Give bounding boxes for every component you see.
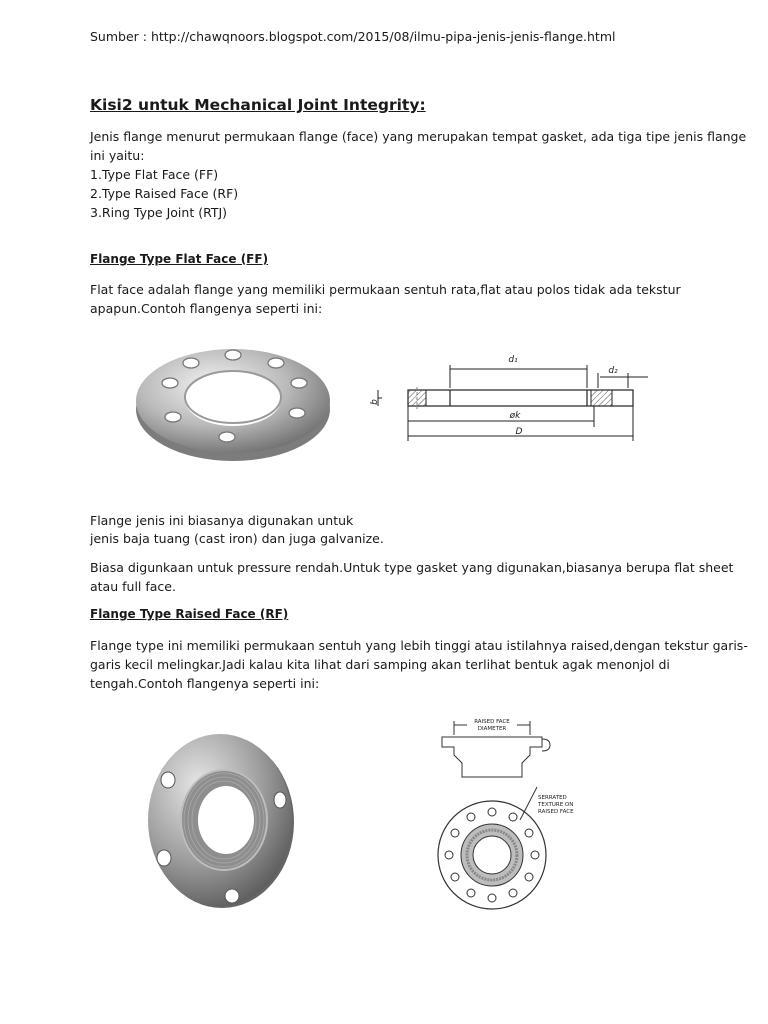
rf-label-raised-face-2: RAISED FACE (538, 809, 574, 815)
rf-desc-line-1: Flange type ini memiliki permukaan sentuh yang lebih tinggi atau istilahnya raised,dengan tekstur garis- (90, 638, 748, 653)
intro-block (90, 127, 746, 222)
ff-note-line-1: Flange jenis ini biasanya digunakan untuk (90, 513, 354, 528)
dim-label-D: D (515, 427, 523, 437)
ff-desc-line-2: apapun.Contoh flangenya seperti ini: (90, 301, 323, 316)
raised-face-flange-photo (140, 728, 300, 913)
ff-note-line-4: atau full face. (90, 579, 176, 594)
list-item-rtj: 3.Ring Type Joint (RTJ) (90, 205, 228, 220)
intro-line-1: Jenis flange menurut permukaan flange (face) yang merupakan tempat gasket, ada tiga tipe jenis flange (90, 129, 747, 144)
source-line: Sumber : http://chawqnoors.blogspot.com/2015/08/ilmu-pipa-jenis-jenis-flange.html (90, 29, 616, 44)
list-item-rf: 2.Type Raised Face (RF) (90, 186, 239, 201)
intro-line-2: ini yaitu: (90, 148, 145, 163)
rf-label-diameter: DIAMETER (477, 726, 507, 732)
list-item-ff: 1.Type Flat Face (FF) (90, 167, 219, 182)
rf-label-serrated: SERRATED (538, 795, 567, 801)
rf-label-texture: TEXTURE ON (538, 802, 574, 808)
raised-face-flange-drawing (432, 715, 577, 915)
section-title-ff: Flange Type Flat Face (FF) (90, 252, 269, 266)
flat-face-flange-photo (133, 333, 333, 463)
ff-desc-line-1: Flat face adalah flange yang memiliki permukaan sentuh rata,flat atau polos tidak ada tekstur (90, 282, 681, 297)
flat-face-flange-drawing (365, 345, 650, 445)
rf-desc-line-2: garis kecil melingkar.Jadi kalau kita lihat dari samping akan terlihat bentuk agak menonjol di (90, 657, 670, 672)
dim-label-d1: d₁ (508, 355, 518, 365)
rf-label-raised-face: RAISED FACE (474, 719, 510, 725)
ff-note-line-2: jenis baja tuang (cast iron) dan juga galvanize. (90, 531, 384, 546)
dim-label-d2: d₂ (608, 366, 618, 376)
dim-label-k: øk (509, 411, 521, 421)
section-title-rf: Flange Type Raised Face (RF) (90, 607, 289, 621)
dim-label-b: b (370, 399, 380, 405)
page-title: Kisi2 untuk Mechanical Joint Integrity: (90, 96, 426, 114)
ff-note-line-3: Biasa digunkaan untuk pressure rendah.Untuk type gasket yang digunakan,biasanya berupa flat sheet (90, 560, 734, 575)
rf-desc-line-3: tengah.Contoh flangenya seperti ini: (90, 676, 320, 691)
